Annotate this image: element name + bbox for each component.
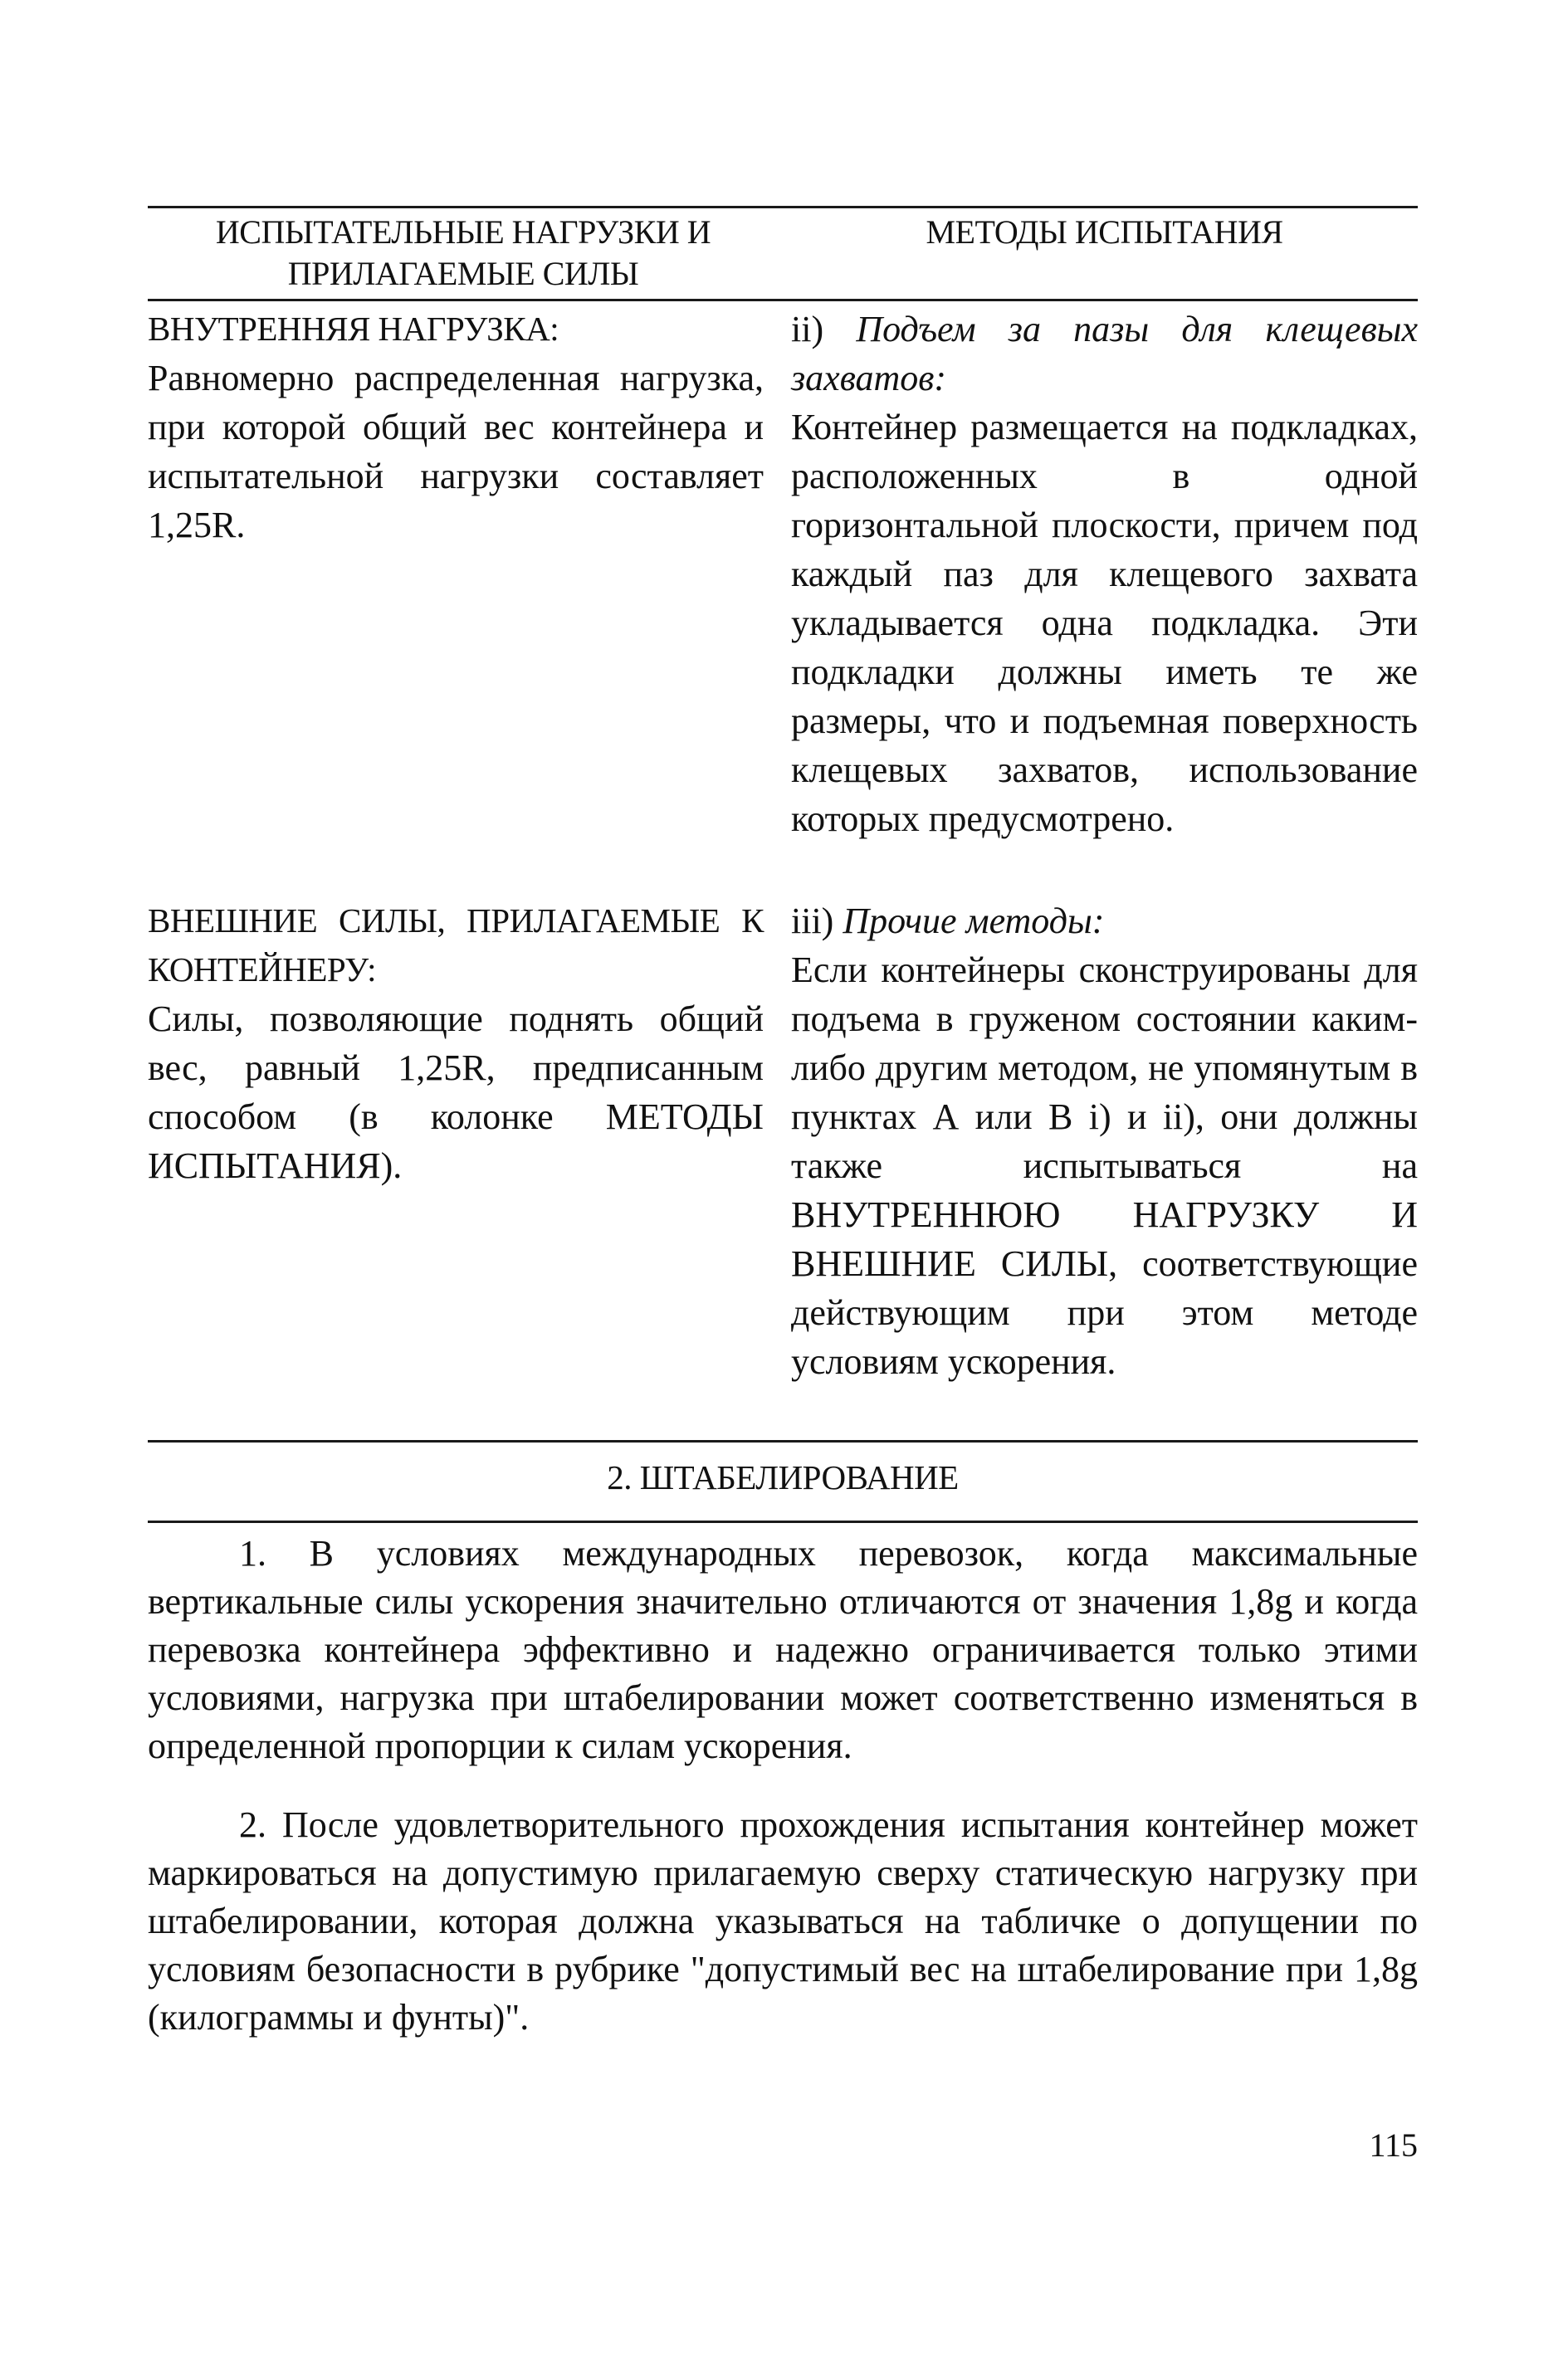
row2-right-heading-line: [791, 896, 1418, 945]
row2-right-heading: Прочие методы:: [843, 901, 1105, 941]
table-top-rule: [148, 206, 1418, 208]
paragraph-1-text: 1. В условиях международных перевозок, когда максимальные вертикальные силы ускорения значительно отличаются от значения 1,8g и когда перевозка контейнера эффективно и надежно ограничивается только этими условиями, нагрузка при штабелировании может соответственно изменяться в определенной пропорции к силам ускорения.: [148, 1533, 1418, 1766]
table-bottom-rule: [148, 1440, 1418, 1443]
row1-left-text: Равномерно распределенная нагрузка, при которой общий вес контейнера и испытательной нагрузки составляет 1,25R.: [148, 358, 764, 545]
header-test-methods: МЕТОДЫ ИСПЫТАНИЯ: [926, 213, 1283, 251]
section-title: 2. ШТАБЕЛИРОВАНИЕ: [607, 1458, 959, 1496]
row1-right-heading-line: [791, 305, 1418, 403]
row1-right-heading: Подъем за пазы для клещевых захватов:: [791, 309, 1418, 398]
paragraph-2-text: 2. После удовлетворительного прохождения испытания контейнер может маркироваться на допустимую прилагаемую сверху статическую нагрузку при штабелировании, которая должна указываться на табличке о допущении по условиям безопасности в рубрике "допустимый вес на штабелирование при 1,8g (килограммы и фунты)".: [148, 1804, 1418, 2038]
paragraph-1: [148, 1530, 1418, 1770]
table-header: [148, 212, 1418, 295]
table-header-rule: [148, 299, 1418, 301]
row1-left-cell: [148, 305, 764, 549]
row2-right-text: Если контейнеры сконструированы для подъема в груженом состоянии каким-либо другим методом, не упомянутым в пунктах А или В i) и ii), они должны также испытываться на ВНУТРЕННЮЮ НАГРУЗКУ И ВНЕШНИЕ СИЛЫ, соответствующие действующим при этом методе условиям ускорения.: [791, 949, 1418, 1382]
paragraph-2: [148, 1801, 1418, 2042]
row2-left-heading: ВНЕШНИЕ СИЛЫ, ПРИЛАГАЕМЫЕ К КОНТЕЙНЕРУ:: [148, 901, 764, 989]
section-title-rule: [148, 1521, 1418, 1523]
row2-right-number: iii): [791, 901, 834, 941]
row2-left-cell: [148, 896, 764, 1190]
page-number: 115: [1369, 2126, 1418, 2164]
row1-right-cell: [791, 305, 1418, 843]
row1-right-text: Контейнер размещается на подкладках, расположенных в одной горизонтальной плоскости, причем под каждый паз для клещевого захвата укладывается одна подкладка. Эти подкладки должны иметь те же размеры, что и подъемная поверхность клещевых захватов, использование которых предусмотрено.: [791, 407, 1418, 839]
row1-left-heading: ВНУТРЕННЯЯ НАГРУЗКА:: [148, 310, 559, 348]
row2-right-cell: [791, 896, 1418, 1386]
row2-left-text: Силы, позволяющие поднять общий вес, равный 1,25R, предписанным способом (в колонке МЕТОДЫ ИСПЫТАНИЯ).: [148, 998, 764, 1186]
header-test-loads: ИСПЫТАТЕЛЬНЫЕ НАГРУЗКИ И ПРИЛАГАЕМЫЕ СИЛЫ: [215, 213, 711, 292]
row1-right-number: ii): [791, 309, 824, 349]
